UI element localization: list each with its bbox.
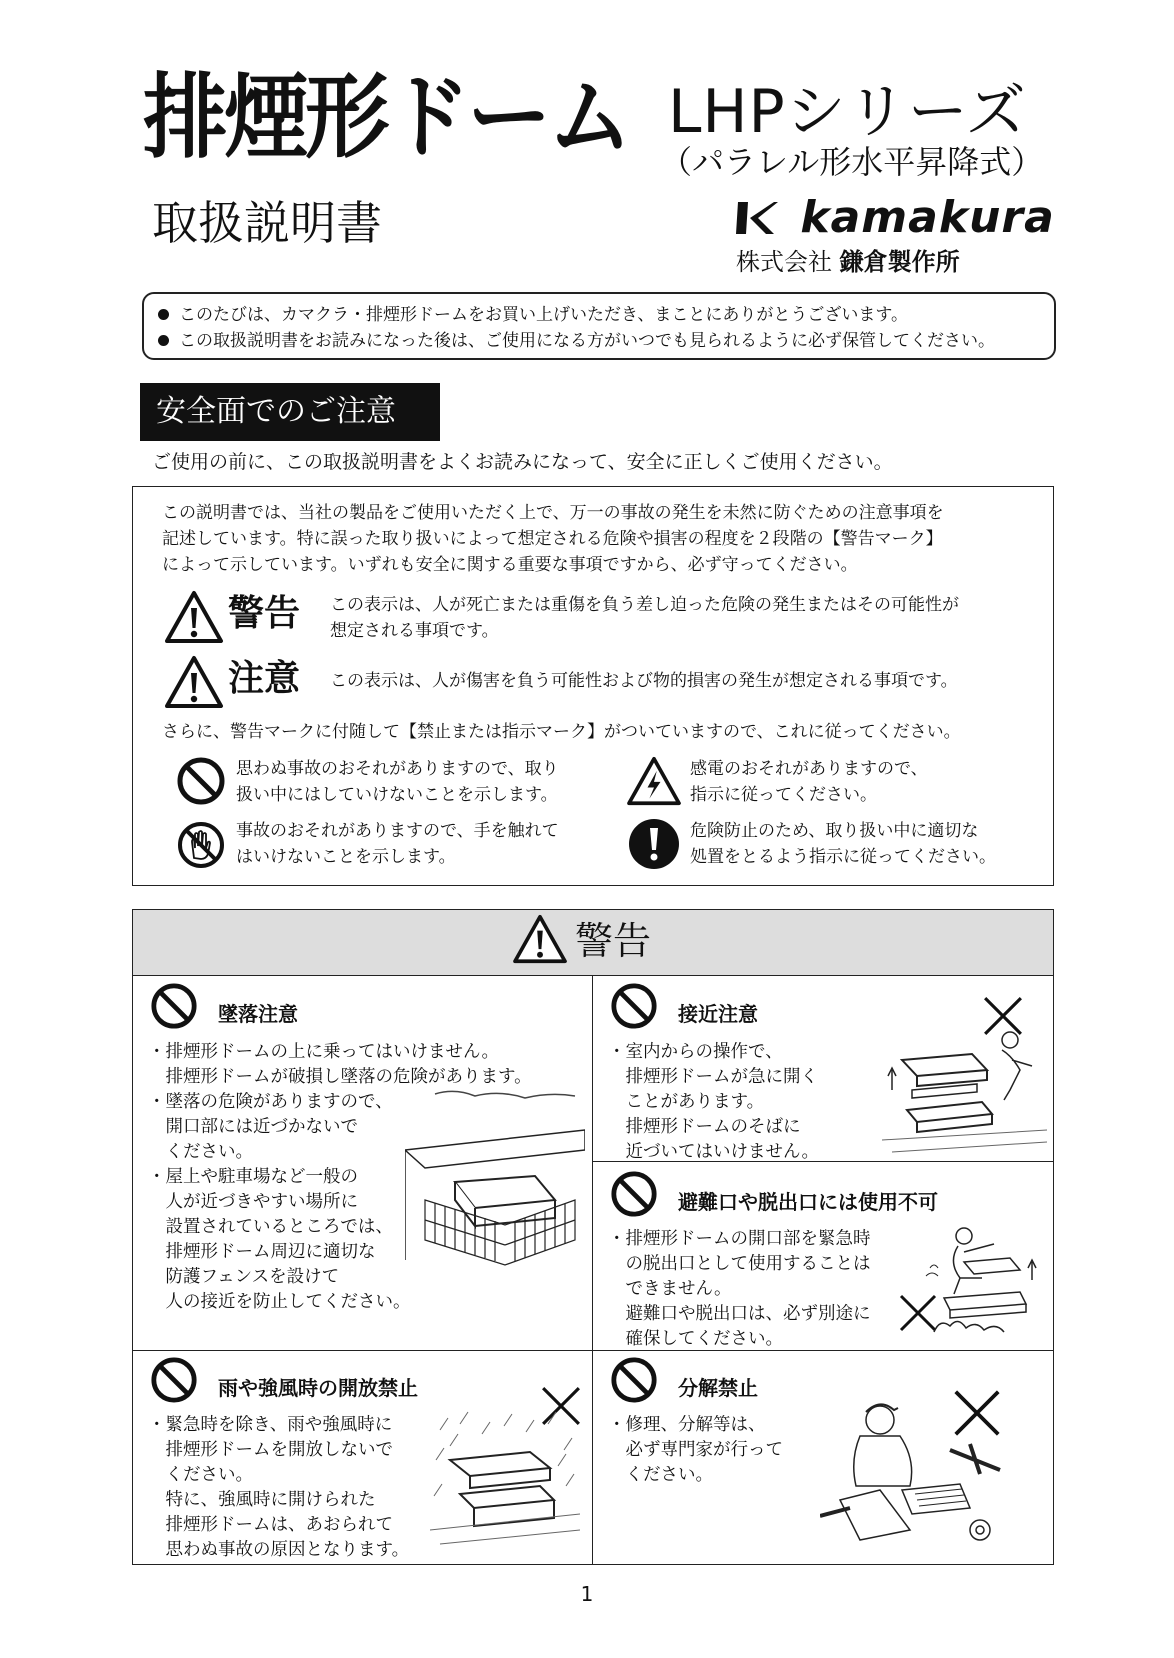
safety-lead: ご使用の前に、この取扱説明書をよくお読みになって、安全に正しくご使用ください。 [152,451,893,473]
exit-prohibited-title: 避難口や脱出口には使用不可 [678,1190,938,1214]
electric-shock-icon [626,756,682,806]
disassembly-illustration [820,1390,1010,1550]
safety-explanation: この説明書では、当社の製品をご使用いただく上で、万一の事故の発生を未然に防ぐための注意事項を 記述しています。特に誤った取り扱いによって想定される危険や損害の程度を２段階の【警告マーク】 によって示しています。いずれも安全に関する重要な事項ですから、必ず守ってください。 [162,503,944,575]
safety-heading: 安全面でのご注意 [140,383,440,441]
table-divider [592,976,593,1565]
fall-caution-text: ・排煙形ドームの上に乗ってはいけません。 排煙形ドームが破損し墜落の危険があります。 ・墜落の危険がありますので、 開口部には近づかないで ください。 ・屋上や駐車場など一般の 人が近づきやすい場所に 設置されているところでは、 排煙形ドーム周辺に適切な 防護フェンスを設けて 人の接近を防止してください。 [148,1042,532,1312]
manual-title: 取扱説明書 [152,196,382,250]
approach-caution-text: ・室内からの操作で、 排煙形ドームが急に開く ことがあります。 排煙形ドームのそばに 近づいてはいけません。 [608,1042,820,1162]
bullet-icon [158,309,169,320]
rain-dome-illustration [430,1410,580,1550]
electric-mark-description: 感電のおそれがありますので、 指示に従ってください。 [690,759,928,805]
rain-wind-title: 雨や強風時の開放禁止 [218,1376,418,1400]
opening-dome-illustration [882,1030,1047,1155]
bullet-icon [158,335,169,346]
prohibit-icon [610,1170,658,1218]
page-number: 1 [580,1582,594,1606]
warning-triangle-icon [164,590,224,644]
instruction-mark-description: 危険防止のため、取り扱い中に適切な 処置をとるよう指示に従ってください。 [690,821,996,867]
no-touch-icon [176,820,226,870]
warning-label: 警告 [228,593,301,634]
table-divider [133,1350,1053,1351]
warning-header-triangle-icon [512,914,568,964]
warning-description: この表示は、人が死亡または重傷を負う差し迫った危険の発生またはその可能性が 想定される事項です。 [330,595,959,641]
caution-label: 注意 [228,658,301,699]
caution-description: この表示は、人が傷害を負う可能性および物的損害の発生が想定される事項です。 [330,671,958,691]
main-title: 排煙形ドーム [143,64,629,171]
prohibit-icon [610,982,658,1030]
company-logo [736,192,1055,243]
exit-prohibited-text: ・排煙形ドームの開口部を緊急時 の脱出口として使用することは できません。 避難口や脱出口は、必ず別途に 確保してください。 [608,1229,871,1349]
rain-wind-text: ・緊急時を除き、雨や強風時に 排煙形ドームを開放しないで ください。 特に、強風時に開けられた 排煙形ドームは、あおられて 思わぬ事故の原因となります。 [148,1415,410,1560]
prohibit-icon [176,756,226,806]
prohibit-mark-description: 思わぬ事故のおそれがありますので、取り 扱い中にはしていけないことを示します。 [236,759,559,805]
company-name [736,250,960,274]
company-title: 鎌倉製作所 [839,248,960,276]
fall-caution-title: 墜落注意 [218,1002,298,1026]
series-subtitle: （パラレル形水平昇降式） [660,143,1044,181]
fenced-dome-illustration [405,1090,585,1270]
logo-k-icon [736,192,794,243]
intro-line: この取扱説明書をお読みになった後は、ご使用になる方がいつでも見られるように必ず保管してください。 [158,328,1040,354]
intro-notice [142,292,1056,360]
prohibit-icon [150,1356,198,1404]
marks-note: さらに、警告マークに付随して【禁止または指示マーク】がついていますので、これに従ってください。 [162,722,961,742]
instruction-icon [628,818,680,870]
escape-hatch-illustration [924,1222,1042,1340]
logo-text: kamakura [800,192,1055,243]
series-name: LHPシリーズ [668,77,1027,147]
caution-triangle-icon [164,655,224,709]
company-prefix: 株式会社 [736,248,832,276]
no-touch-mark-description: 事故のおそれがありますので、手を触れて はいけないことを示します。 [236,821,559,867]
prohibit-icon [610,1356,658,1404]
disassembly-title: 分解禁止 [678,1376,758,1400]
warning-table-title: 警告 [575,919,652,963]
disassembly-text: ・修理、分解等は、 必ず専門家が行って ください。 [608,1415,783,1485]
intro-line: このたびは、カマクラ・排煙形ドームをお買い上げいただき、まことにありがとうございます。 [158,302,1040,328]
approach-caution-title: 接近注意 [678,1002,758,1026]
prohibit-icon [150,982,198,1030]
